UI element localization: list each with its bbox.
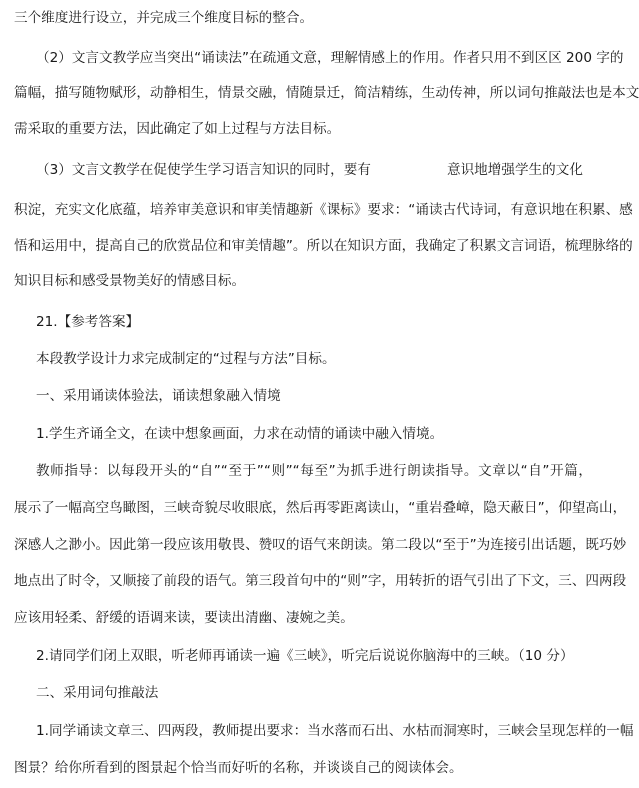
text-line-17: 应该用轻柔、舒缓的语调来读，要读出清幽、凄婉之美。 [14, 610, 354, 626]
text-line-5a: （3）文言文教学在促使学生学习语言知识的同时，要有 [36, 162, 371, 178]
text-line-10: 本段教学设计力求完成制定的“过程与方法”目标。 [36, 351, 336, 367]
section-heading-1: 一、采用诵读体验法，诵读想象融入情境 [36, 388, 281, 404]
text-line-15: 深感人之渺小。因此第一段应该用敬畏、赞叹的语气来朗读。第二段以“至于”为连接引出话题，既巧妙 [14, 537, 627, 553]
text-line-20: 1.同学诵读文章三、四两段，教师提出要求：当水落而石出、水枯而洞寒时，三峡会呈现怎样的一幅 [36, 723, 634, 739]
text-line-18: 2.请同学们闭上双眼，听老师再诵读一遍《三峡》，听完后说说你脑海中的三峡。（10 分） [36, 648, 574, 664]
text-line-16: 地点出了时令，又顺接了前段的语气。第三段首句中的“则”字，用转折的语气引出了下文，三、四两段 [14, 573, 627, 589]
section-heading-2: 二、采用词句推敲法 [36, 685, 159, 701]
text-line-1: 三个维度进行设立，并完成三个维度目标的整合。 [14, 10, 314, 26]
answer-heading: 21.【参考答案】 [36, 314, 140, 330]
text-line-2: （2）文言文教学应当突出“诵读法”在疏通文意，理解情感上的作用。作者只用不到区区 200 字的 [36, 50, 624, 66]
text-line-12: 1.学生齐诵全文，在读中想象画面，力求在动情的诵读中融入情境。 [36, 426, 444, 442]
text-line-4: 需采取的重要方法，因此确定了如上过程与方法目标。 [14, 121, 341, 137]
text-line-3: 篇幅，描写随物赋形，动静相生，情景交融，情随景迁，简洁精练，生动传神，所以词句推敲法也是本文 [14, 85, 639, 101]
text-line-7: 悟和运用中，提高自己的欣赏品位和审美情趣”。所以在知识方面，我确定了积累文言词语，梳理脉络的 [14, 238, 633, 254]
text-line-21: 图景？给你所看到的图景起个恰当而好听的名称，并谈谈自己的阅读体会。 [14, 760, 463, 776]
text-line-6: 积淀，充实文化底蕴，培养审美意识和审美情趣新《课标》要求：“诵读古代诗词，有意识地在积累、感 [14, 202, 633, 218]
text-line-5b: 意识地增强学生的文化 [447, 162, 583, 178]
text-line-8: 知识目标和感受景物美好的情感目标。 [14, 273, 246, 289]
text-line-14: 展示了一幅高空鸟瞰图，三峡奇貌尽收眼底，然后再零距离读山，“重岩叠嶂，隐天蔽日”，仰望高山， [14, 500, 627, 516]
text-line-13: 教师指导：以每段开头的“自”“至于”“则”“每至”为抓手进行朗读指导。文章以“自”开篇， [36, 463, 592, 479]
